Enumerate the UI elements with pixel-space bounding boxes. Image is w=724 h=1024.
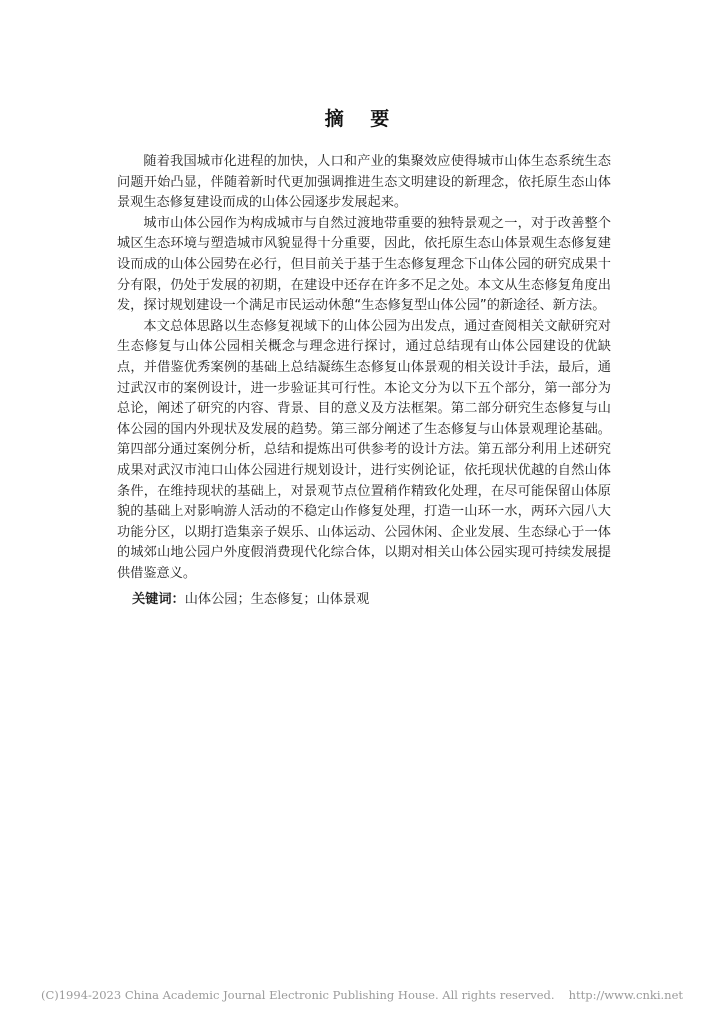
abstract-paragraph-1: 随着我国城市化进程的加快，人口和产业的集聚效应使得城市山体生态系统生态问题开始凸显，伴随着新时代更加强调推进生态文明建设的新理念，依托原生态山体景观生态修复建设而成的山体公园逐步发展起来。 [117, 154, 611, 211]
keywords-value: 山体公园；生态修复；山体景观 [184, 592, 370, 607]
footer [0, 988, 724, 1002]
abstract-paragraph-2: 城市山体公园作为构成城市与自然过渡地带重要的独特景观之一，对于改善整个城区生态环境与塑造城市风貌显得十分重要，因此，依托原生态山体景观生态修复建设而成的山体公园势在必行，但目前关于基于生态修复理念下山体公园的研究成果十分有限，仍处于发展的初期，在建设中还存在许多不足之处。本文从生态修复角度出发，探讨规划建设一个满足市民运动休憩“生态修复型山体公园”的新途径、新方法。 [117, 215, 611, 314]
footer-url[interactable]: http://www.cnki.net [568, 988, 684, 1002]
keywords-line [132, 590, 369, 610]
keywords-label: 关键词： [132, 592, 185, 607]
page-title: 摘 要 [324, 108, 400, 130]
abstract-body [117, 152, 611, 584]
footer-copyright: (C)1994-2023 China Academic Journal Electronic Publishing House. All rights reserved. [40, 988, 555, 1002]
abstract-paragraph-3: 本文总体思路以生态修复视域下的山体公园为出发点，通过查阅相关文献研究对生态修复与山体公园相关概念与理念进行探讨，通过总结现有山体公园建设的优缺点，并借鉴优秀案例的基础上总结凝练生态修复山体景观的相关设计手法，最后，通过武汉市的案例设计，进一步验证其可行性。本论文分为以下五个部分，第一部分为总论，阐述了研究的内容、背景、目的意义及方法框架。第二部分研究生态修复与山体公园的国内外现状及发展的趋势。第三部分阐述了生态修复与山体景观理论基础。第四部分通过案例分析，总结和提炼出可供参考的设计方法。第五部分利用上述研究成果对武汉市沌口山体公园进行规划设计，进行实例论证，依托现状优越的自然山体条件，在维持现状的基础上，对景观节点位置稍作精致化处理，在尽可能保留山体原貌的基础上对影响游人活动的不稳定山作修复处理，打造一山环一水，两环六园八大功能分区，以期打造集亲子娱乐、山体运动、公园休闲、企业发展、生态绿心于一体的城郊山地公园户外度假消费现代化综合体，以期对相关山体公园实现可持续发展提供借鉴意义。 [117, 318, 611, 581]
